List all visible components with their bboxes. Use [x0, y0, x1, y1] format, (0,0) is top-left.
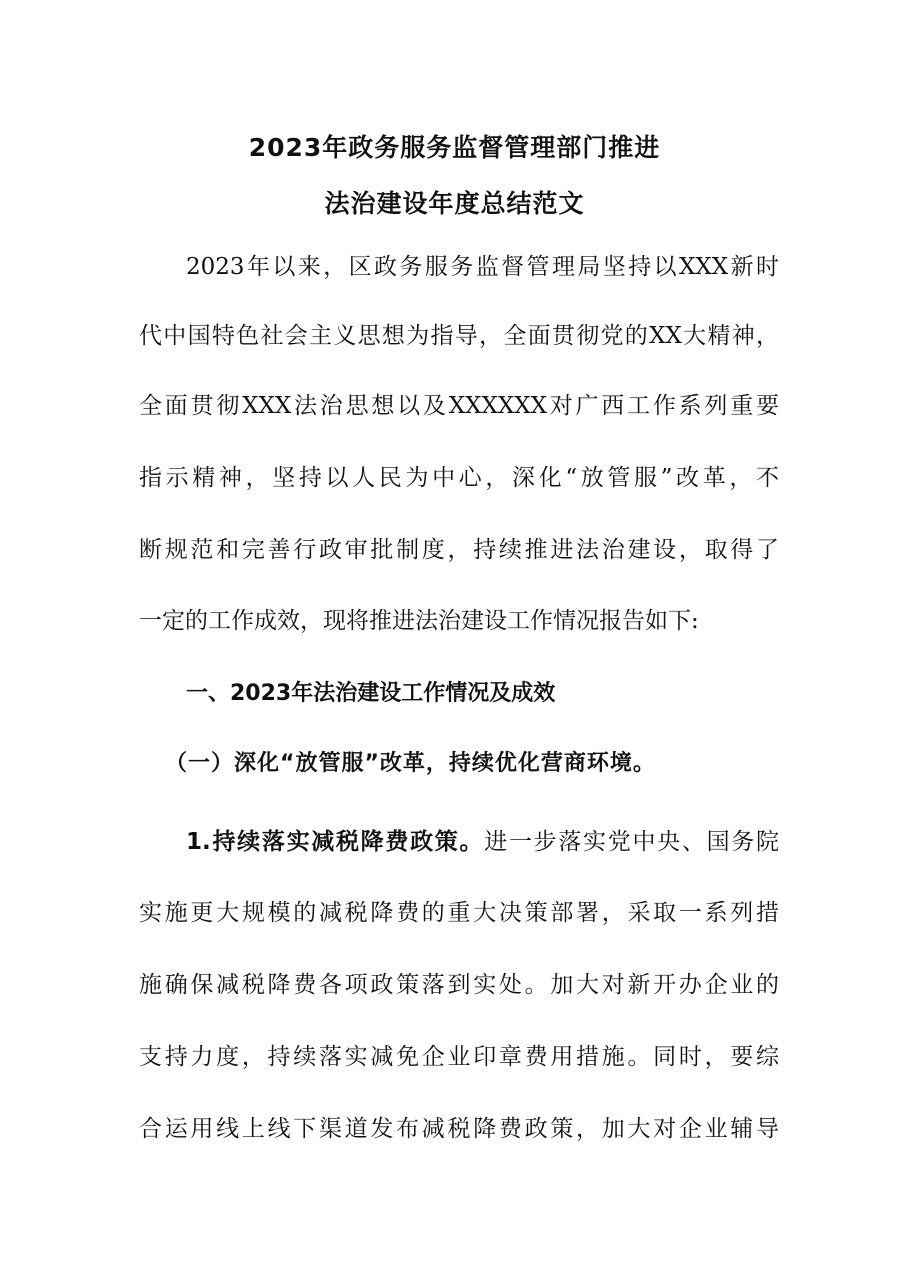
item-1-lead: 1.持续落实减税降费政策。	[186, 829, 485, 855]
section-heading: 一、2023年法治建设工作情况及成效	[186, 681, 556, 706]
item-1-line-5: 合运用线上线下渠道发布减税降费政策，加大对企业辅导	[139, 1116, 779, 1142]
intro-paragraph-line-2: 代中国特色社会主义思想为指导，全面贯彻党的XX大精神，	[139, 323, 779, 349]
item-1-line-2: 实施更大规模的减税降费的重大决策部署，采取一系列措	[139, 900, 779, 926]
item-1-first-line-rest: 进一步落实党中央、国务院	[484, 829, 780, 855]
intro-paragraph-line-3: 全面贯彻XXX法治思想以及XXXXXX对广西工作系列重要	[139, 393, 779, 419]
intro-paragraph-line-4: 指示精神，坚持以人民为中心，深化“放管服”改革，不	[139, 465, 779, 491]
subsection-heading: （一）深化“放管服”改革，持续优化营商环境。	[165, 751, 656, 776]
item-1-line-4: 支持力度，持续落实减免企业印章费用措施。同时，要综	[139, 1044, 779, 1070]
document-title-line-1: 2023年政务服务监督管理部门推进	[248, 133, 661, 162]
document-title-line-2: 法治建设年度总结范文	[324, 189, 585, 218]
intro-paragraph-line-6: 一定的工作成效，现将推进法治建设工作情况报告如下:	[139, 608, 699, 634]
intro-paragraph-line-1: 2023年以来，区政务服务监督管理局坚持以XXX新时	[186, 254, 779, 280]
item-1-line-3: 施确保减税降费各项政策落到实处。加大对新开办企业的	[139, 972, 779, 998]
item-1-first-line	[186, 827, 779, 857]
intro-paragraph-line-5: 断规范和完善行政审批制度，持续推进法治建设，取得了	[139, 537, 779, 563]
